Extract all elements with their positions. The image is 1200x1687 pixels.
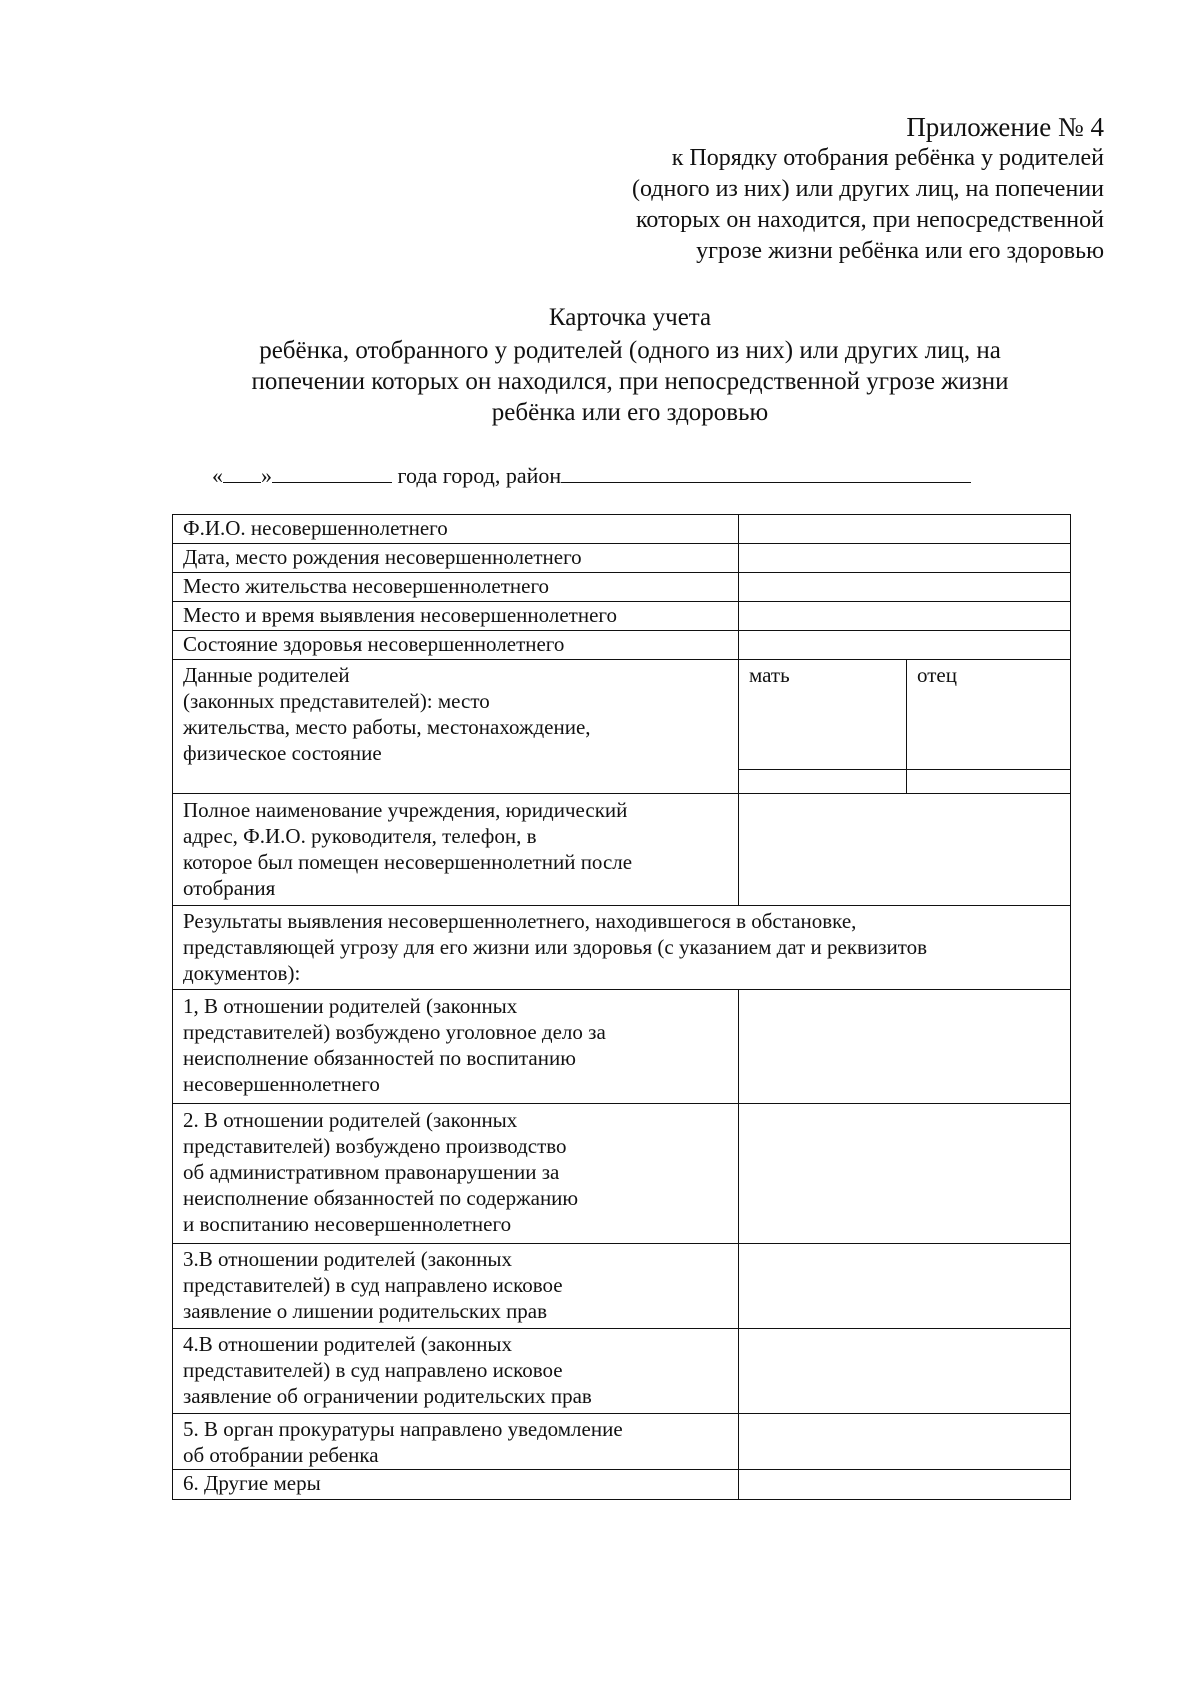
measure-row — [173, 1104, 1071, 1244]
measure-line: и воспитанию несовершеннолетнего — [183, 1212, 512, 1236]
measure-line: заявление об ограничении родительских прав — [183, 1384, 592, 1408]
results-line: Результаты выявления несовершеннолетнего, находившегося в обстановке, — [183, 909, 857, 933]
row-label: Состояние здоровья несовершеннолетнего — [173, 631, 739, 660]
measure-row — [173, 1414, 1071, 1470]
results-line: документов): — [183, 961, 301, 985]
value-cell[interactable] — [739, 1329, 1071, 1414]
institution-line: отобрания — [183, 876, 276, 900]
value-cell[interactable] — [739, 515, 1071, 544]
annex-line: к Порядку отобрания ребёнка у родителей — [671, 145, 1104, 171]
row-label: Место и время выявления несовершеннолетнего — [173, 602, 739, 631]
measure-label — [173, 1104, 739, 1244]
value-cell[interactable] — [739, 990, 1071, 1104]
day-blank[interactable] — [223, 462, 261, 483]
table-row — [173, 515, 1071, 544]
results-row — [173, 906, 1071, 990]
parents-label-line: жительства, место работы, местонахождение, — [183, 715, 591, 739]
institution-label — [173, 794, 739, 906]
annex-number: Приложение № 4 — [906, 112, 1104, 142]
parents-label-line: физическое состояние — [183, 741, 382, 765]
measure-row — [173, 1244, 1071, 1329]
value-cell[interactable] — [739, 794, 1071, 906]
parents-label-line: (законных представителей): место — [183, 689, 490, 713]
measure-line: 5. В орган прокуратуры направлено уведомление — [183, 1417, 623, 1441]
dateline-text: года город, район — [397, 463, 562, 488]
father-extra-cell[interactable] — [907, 770, 1071, 794]
month-blank[interactable] — [272, 462, 392, 483]
institution-line: адрес, Ф.И.О. руководителя, телефон, в — [183, 824, 537, 848]
measure-label — [173, 1414, 739, 1470]
row-label: Ф.И.О. несовершеннолетнего — [173, 515, 739, 544]
measure-line: представителей) возбуждено производство — [183, 1134, 567, 1158]
card-subtitle-line: ребёнка или его здоровью — [491, 399, 769, 426]
close-quote: » — [261, 463, 272, 488]
measure-label — [173, 1470, 739, 1500]
measure-line: представителей) в суд направлено исковое — [183, 1358, 563, 1382]
measure-line: 4.В отношении родителей (законных — [183, 1332, 513, 1356]
value-cell[interactable] — [739, 573, 1071, 602]
date-location-line — [212, 462, 1042, 489]
father-cell[interactable] — [907, 660, 1071, 770]
mother-cell[interactable] — [739, 660, 907, 770]
measure-label — [173, 1244, 739, 1329]
mother-extra-cell[interactable] — [739, 770, 907, 794]
measure-line: 3.В отношении родителей (законных — [183, 1247, 513, 1271]
measure-line: представителей) возбуждено уголовное дело за — [183, 1020, 606, 1044]
annex-line: (одного из них) или других лиц, на попечении — [631, 176, 1104, 202]
parents-label-line: Данные родителей — [183, 663, 350, 687]
district-blank[interactable] — [561, 462, 971, 483]
mother-label: мать — [749, 663, 790, 687]
value-cell[interactable] — [739, 631, 1071, 660]
institution-line: Полное наименование учреждения, юридический — [183, 798, 628, 822]
measure-line: неисполнение обязанностей по содержанию — [183, 1186, 579, 1210]
value-cell[interactable] — [739, 602, 1071, 631]
open-quote: « — [212, 463, 223, 488]
card-title — [170, 302, 1090, 428]
measure-line: 6. Другие меры — [183, 1471, 321, 1495]
measure-row — [173, 990, 1071, 1104]
value-cell[interactable] — [739, 1414, 1071, 1470]
registration-card-table — [172, 514, 1071, 1500]
measure-label — [173, 990, 739, 1104]
card-heading: Карточка учета — [548, 304, 712, 331]
measure-line: 1, В отношении родителей (законных — [183, 994, 518, 1018]
parents-row — [173, 660, 1071, 770]
parents-label — [173, 660, 739, 794]
card-subtitle-line: ребёнка, отобранного у родителей (одного из них) или других лиц, на — [259, 337, 1001, 364]
measure-line: об административном правонарушении за — [183, 1160, 560, 1184]
measure-row — [173, 1470, 1071, 1500]
results-line: представляющей угрозу для его жизни или здоровья (с указанием дат и реквизитов — [183, 935, 928, 959]
measure-line: неисполнение обязанностей по воспитанию — [183, 1046, 576, 1070]
measure-line: об отобрании ребенка — [183, 1443, 379, 1467]
annex-line: угрозе жизни ребёнка или его здоровью — [696, 238, 1104, 264]
value-cell[interactable] — [739, 1244, 1071, 1329]
row-label: Место жительства несовершеннолетнего — [173, 573, 739, 602]
table-row — [173, 544, 1071, 573]
measure-row — [173, 1329, 1071, 1414]
measure-line: 2. В отношении родителей (законных — [183, 1108, 518, 1132]
card-subtitle-line: попечении которых он находился, при непосредственной угрозе жизни — [251, 368, 1009, 395]
institution-line: которое был помещен несовершеннолетний после — [183, 850, 633, 874]
measure-line: представителей) в суд направлено исковое — [183, 1273, 563, 1297]
father-label: отец — [917, 663, 957, 687]
table-row — [173, 573, 1071, 602]
measure-line: несовершеннолетнего — [183, 1072, 380, 1096]
value-cell[interactable] — [739, 544, 1071, 573]
measure-line: заявление о лишении родительских прав — [183, 1299, 548, 1323]
table-row — [173, 602, 1071, 631]
annex-header — [464, 112, 1104, 267]
value-cell[interactable] — [739, 1104, 1071, 1244]
value-cell[interactable] — [739, 1470, 1071, 1500]
table-row — [173, 631, 1071, 660]
measure-label — [173, 1329, 739, 1414]
results-label — [173, 906, 1071, 990]
institution-row — [173, 794, 1071, 906]
annex-line: которых он находится, при непосредственной — [635, 207, 1104, 233]
row-label: Дата, место рождения несовершеннолетнего — [173, 544, 739, 573]
